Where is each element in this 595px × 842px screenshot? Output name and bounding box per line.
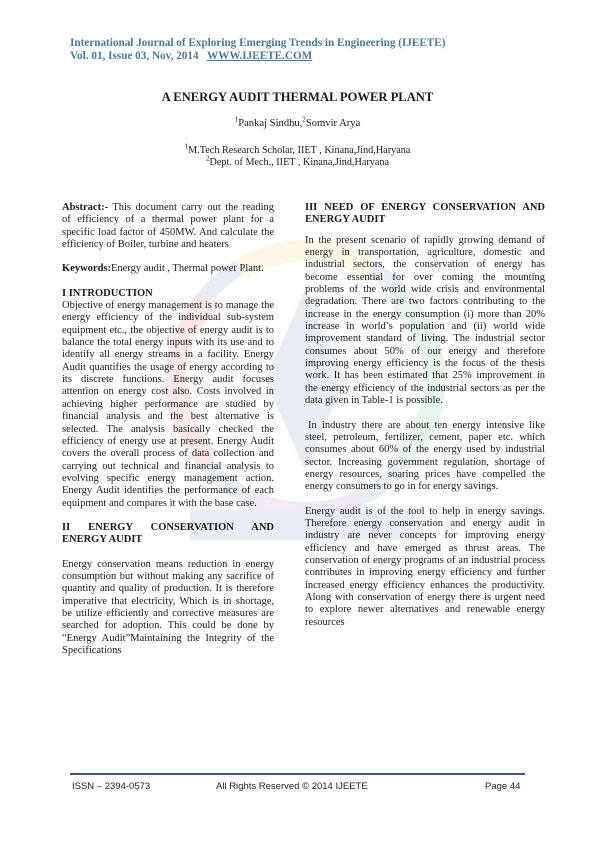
affiliation-2-text: Dept. of Mech., IIET , Kinana,Jind,Haryana — [209, 157, 389, 168]
author2-name: Somvir Arya — [305, 118, 361, 129]
affiliation-1-text: M.Tech Research Scholar, IIET , Kinana,Jind,Haryana — [188, 145, 411, 156]
section-3-paragraph-3: Energy audit is of the tool to help in energy savings. Therefore energy conservation and energy audit in industry are never concepts for improving energy efficiency and have emerged as thrust areas. The conservation of energy programs of an industrial process contributes in improving energy efficiency and further increased energy efficiency enhances the productivity. Along with conservation of energy there is urgent need to explore newer alternatives and renewable energy resources — [305, 505, 545, 628]
section-3-paragraph-2: In industry there are about ten energy intensive like steel, petroleum, fertilizer, cement, paper etc. which consumes about 60% of the energy used by industrial sector. Increasing government regulation, shortage of energy resources, soaring prices have compelled the energy consumers to go in for energy savings. — [305, 419, 545, 493]
footer-rule — [70, 773, 525, 775]
section-2-body: Energy conservation means reduction in energy consumption but without making any sacrifice of quantity and quality of production. It is therefore imperative that electricity, Which is in shortage, be utilize efficiently and corrective measures are searched for adoption. This could be done by “Energy Audit”Maintaining the Integrity of the Specifications — [62, 558, 274, 656]
affiliation-2 — [0, 154, 595, 169]
keywords — [62, 263, 274, 275]
affiliation-1 — [0, 142, 595, 157]
section-1-heading: I INTRODUCTION — [62, 287, 153, 299]
author2-superscript: 2 — [302, 115, 306, 124]
section-3-heading: III NEED OF ENERGY CONSERVATION AND ENERGY AUDIT — [305, 202, 545, 226]
issue-line — [70, 50, 445, 63]
footer-page-number: Page 44 — [485, 781, 521, 792]
journal-name: International Journal of Exploring Emerging Trends in Engineering (IJEETE) — [70, 37, 446, 49]
affiliation-2-superscript: 2 — [206, 154, 210, 163]
abstract-label: Abstract:- — [62, 202, 109, 213]
section-1-body: Objective of energy management is to manage the energy efficiency of the individual sub-system equipment etc., the objective of energy audit is to balance the total energy inputs with its use and to identify all energy streams in a facility. Energy Audit quantifies the usage of energy according to its discrete functions. Energy audit focuses attention on energy cost also. Costs involved in achieving higher performance are studied by financial analysis and the best alternative is selected. The analysis basically checked the efficiency of energy use at present. Energy Audit covers the overall process of data collection and carrying out technical and financial analysis to evolving specific energy management action. Energy Audit identifies the performance of each equipment and compares it with the base case. — [62, 300, 274, 509]
abstract-text: This document carry out the reading of efficiency of a thermal power plant for a specific load factor of 450MW. And calculate the efficiency of Boiler, turbine and heaters — [62, 202, 274, 251]
affiliations — [0, 142, 595, 169]
footer-issn: ISSN – 2394-0573 — [72, 781, 151, 792]
section-3-paragraph-1: In the present scenario of rapidly growing demand of energy in transportation, agriculture, domestic and industrial sectors, the conservation of energy has become essential for over coming the mounting problems of the world wide crisis and environmental degradation. There are two factors contributing to the increase in the energy consumption (i) more than 20% increase in world’s population and (ii) world wide improvement standard of living. The industrial sector consumes about 50% of our energy and therefore improving energy efficiency is the focus of the thesis work. It has been estimated that 25% improvement in the energy efficiency of the industrial sectors as per the data given in Table-1 is possible. — [305, 234, 545, 407]
footer-rights: All Rights Reserved © 2014 IJEETE — [216, 781, 368, 792]
paper-title: A ENERGY AUDIT THERMAL POWER PLANT — [161, 90, 434, 104]
left-column — [62, 202, 274, 657]
author1-name: Pankaj Sindhu, — [238, 118, 303, 129]
author-line — [0, 115, 595, 129]
journal-header — [70, 37, 445, 63]
issue-info: Vol. 01, Issue 03, Nov, 2014 — [70, 50, 199, 62]
author1-superscript: 1 — [234, 115, 239, 124]
abstract — [62, 202, 274, 251]
section-2-heading: II ENERGY CONSERVATION AND ENERGY AUDIT — [62, 521, 274, 546]
affiliation-1-superscript: 1 — [184, 142, 189, 151]
journal-website-link[interactable]: WWW.IJEETE.COM — [206, 50, 313, 62]
keywords-text: Energy audit , Thermal power Plant. — [111, 263, 264, 275]
keywords-label: Keywords: — [62, 263, 111, 275]
right-column — [305, 202, 545, 629]
